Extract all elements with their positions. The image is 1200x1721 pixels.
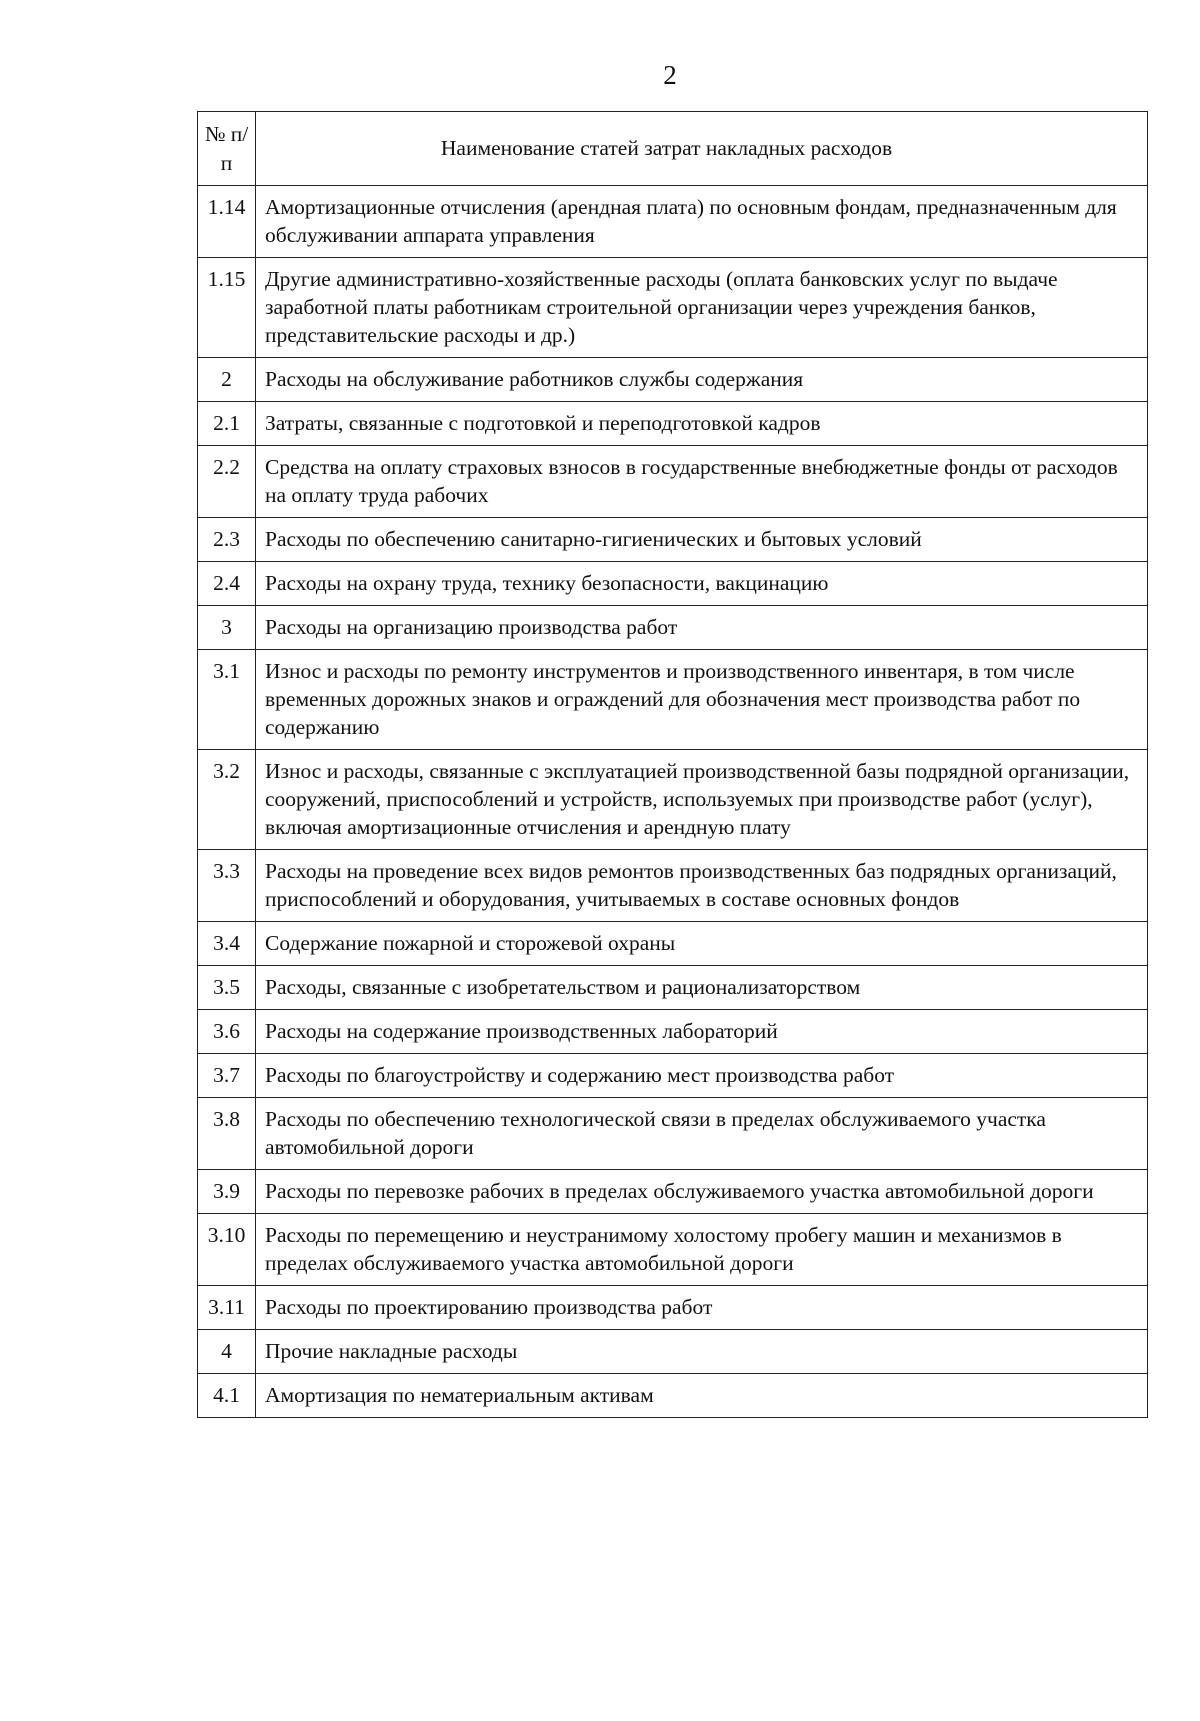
row-number: 3.8 — [198, 1098, 256, 1170]
row-text: Средства на оплату страховых взносов в государственные внебюджетные фонды от расходов на оплату труда рабочих — [256, 446, 1148, 518]
row-text: Прочие накладные расходы — [256, 1330, 1148, 1374]
table-row — [198, 1054, 1148, 1098]
row-text: Расходы, связанные с изобретательством и рационализаторством — [256, 966, 1148, 1010]
header-number: № п/п — [198, 112, 256, 186]
row-text: Другие административно-хозяйственные расходы (оплата банковских услуг по выдаче заработной платы работникам строительной организации через учреждения банков, представительские расходы и др.) — [256, 258, 1148, 358]
table-row — [198, 850, 1148, 922]
table-row — [198, 1010, 1148, 1054]
row-number: 3.4 — [198, 922, 256, 966]
row-text: Расходы по обеспечению технологической связи в пределах обслуживаемого участка автомобильной дороги — [256, 1098, 1148, 1170]
table-row — [198, 966, 1148, 1010]
row-text: Содержание пожарной и сторожевой охраны — [256, 922, 1148, 966]
row-number: 1.14 — [198, 186, 256, 258]
row-number: 3.9 — [198, 1170, 256, 1214]
row-text: Расходы на содержание производственных лабораторий — [256, 1010, 1148, 1054]
overhead-cost-table — [197, 111, 1148, 1418]
table-row — [198, 402, 1148, 446]
row-number: 2.1 — [198, 402, 256, 446]
row-number: 3.6 — [198, 1010, 256, 1054]
table-row — [198, 1170, 1148, 1214]
header-cost-item-name: Наименование статей затрат накладных расходов — [256, 112, 1148, 186]
table-row — [198, 562, 1148, 606]
row-text: Расходы по обеспечению санитарно-гигиенических и бытовых условий — [256, 518, 1148, 562]
row-number: 3.2 — [198, 750, 256, 850]
row-text: Износ и расходы по ремонту инструментов и производственного инвентаря, в том числе временных дорожных знаков и ограждений для обозначения мест производства работ по содержанию — [256, 650, 1148, 750]
table-row — [198, 1214, 1148, 1286]
row-text: Износ и расходы, связанные с эксплуатацией производственной базы подрядной организации, сооружений, приспособлений и устройств, используемых при производстве работ (услуг), включая амортизационные отчисления и арендную плату — [256, 750, 1148, 850]
row-number: 4 — [198, 1330, 256, 1374]
row-text: Расходы на проведение всех видов ремонтов производственных баз подрядных организаций, приспособлений и оборудования, учитываемых в составе основных фондов — [256, 850, 1148, 922]
page-number: 2 — [663, 60, 677, 90]
row-number: 3.11 — [198, 1286, 256, 1330]
table-row — [198, 1330, 1148, 1374]
row-text: Амортизация по нематериальным активам — [256, 1374, 1148, 1418]
row-number: 1.15 — [198, 258, 256, 358]
row-text: Расходы по перемещению и неустранимому холостому пробегу машин и механизмов в пределах обслуживаемого участка автомобильной дороги — [256, 1214, 1148, 1286]
table-row — [198, 922, 1148, 966]
table-row — [198, 358, 1148, 402]
row-number: 4.1 — [198, 1374, 256, 1418]
row-number: 3.1 — [198, 650, 256, 750]
row-number: 3.3 — [198, 850, 256, 922]
row-number: 3 — [198, 606, 256, 650]
row-number: 2.2 — [198, 446, 256, 518]
row-text: Затраты, связанные с подготовкой и переподготовкой кадров — [256, 402, 1148, 446]
table-row — [198, 186, 1148, 258]
row-number: 3.7 — [198, 1054, 256, 1098]
row-text: Расходы по проектированию производства работ — [256, 1286, 1148, 1330]
row-number: 3.10 — [198, 1214, 256, 1286]
row-number: 3.5 — [198, 966, 256, 1010]
row-text: Расходы по перевозке рабочих в пределах обслуживаемого участка автомобильной дороги — [256, 1170, 1148, 1214]
table-row — [198, 258, 1148, 358]
table-row — [198, 518, 1148, 562]
row-number: 2.3 — [198, 518, 256, 562]
table-row — [198, 606, 1148, 650]
table-row — [198, 1286, 1148, 1330]
table-row — [198, 750, 1148, 850]
row-text: Расходы по благоустройству и содержанию мест производства работ — [256, 1054, 1148, 1098]
table-header-row — [198, 112, 1148, 186]
row-text: Расходы на организацию производства работ — [256, 606, 1148, 650]
table-row — [198, 650, 1148, 750]
row-number: 2 — [198, 358, 256, 402]
table-row — [198, 446, 1148, 518]
table-body — [198, 186, 1148, 1418]
row-number: 2.4 — [198, 562, 256, 606]
row-text: Расходы на охрану труда, технику безопасности, вакцинацию — [256, 562, 1148, 606]
row-text: Амортизационные отчисления (арендная плата) по основным фондам, предназначенным для обслуживании аппарата управления — [256, 186, 1148, 258]
table-row — [198, 1374, 1148, 1418]
table-row — [198, 1098, 1148, 1170]
row-text: Расходы на обслуживание работников службы содержания — [256, 358, 1148, 402]
